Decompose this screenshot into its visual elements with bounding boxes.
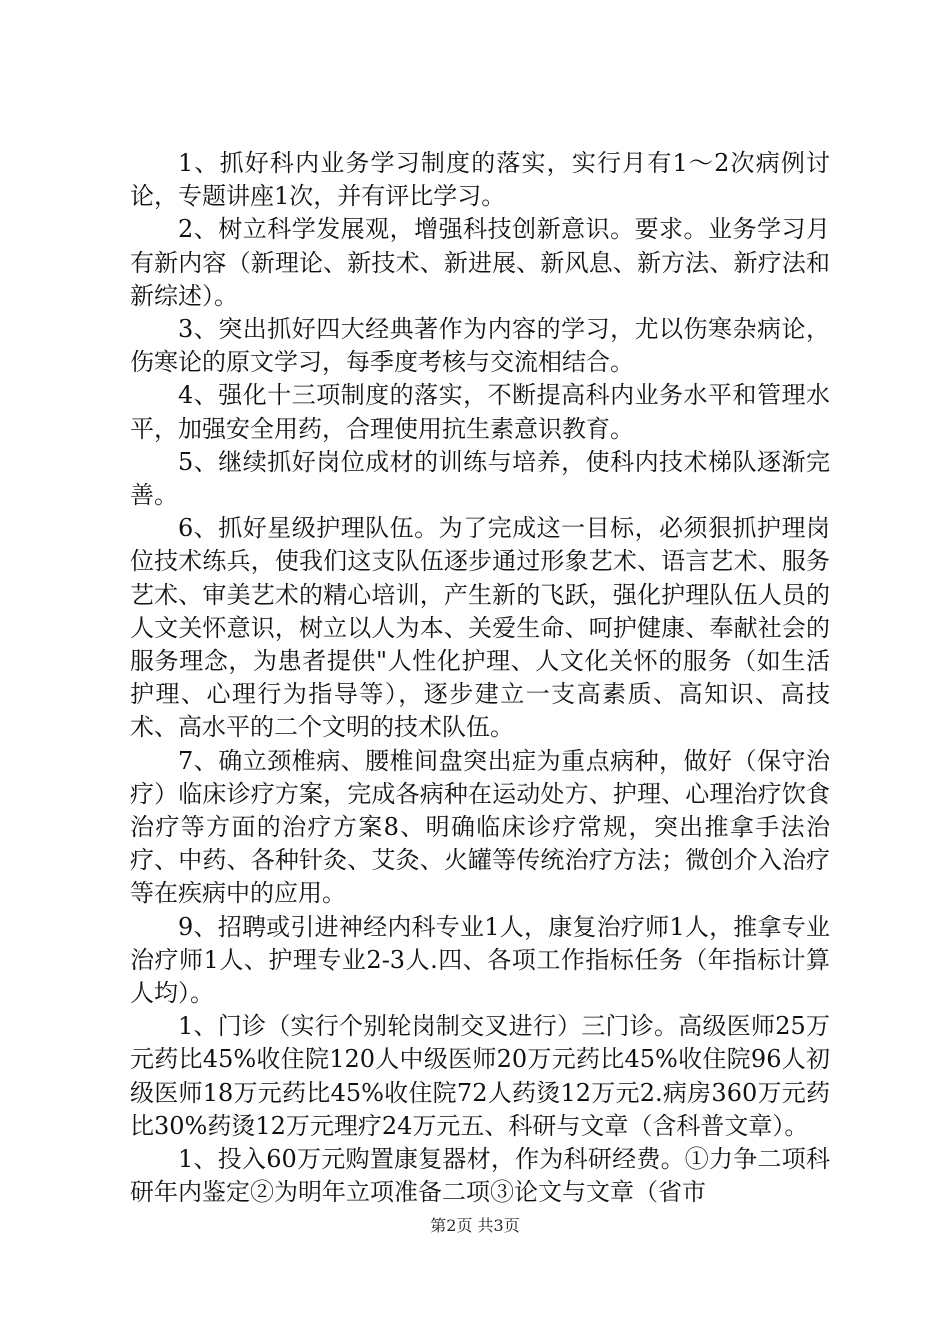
page-footer: 第2页 共3页 <box>430 1216 520 1235</box>
paragraph-7: 7、确立颈椎病、腰椎间盘突出症为重点病种，做好（保守治疗）临床诊疗方案，完成各病种在运动处方、护理、心理治疗饮食治疗等方面的治疗方案8、明确临床诊疗常规，突出推拿手法治疗、中药、各种针灸、艾灸、火罐等传统治疗方法；微创介入治疗等在疾病中的应用。 <box>130 746 830 908</box>
paragraph-10: 1、投入60万元购置康复器材，作为科研经费。①力争二项科研年内鉴定②为明年立项准备二项③论文与文章（省市 <box>130 1145 830 1207</box>
paragraph-2: 2、树立科学发展观，增强科技创新意识。要求。业务学习月有新内容（新理论、新技术、新进展、新风息、新方法、新疗法和新综述）。 <box>130 215 830 310</box>
paragraph-1: 1、抓好科内业务学习制度的落实，实行月有1～2次病例讨论，专题讲座1次，并有评比学习。 <box>130 149 830 211</box>
paragraph-3: 3、突出抓好四大经典著作为内容的学习，尤以伤寒杂病论，伤寒论的原文学习，每季度考核与交流相结合。 <box>130 315 830 377</box>
paragraph-6: 6、抓好星级护理队伍。为了完成这一目标，必须狠抓护理岗位技术练兵，使我们这支队伍逐步通过形象艺术、语言艺术、服务艺术、审美艺术的精心培训，产生新的飞跃，强化护理队伍人员的人文关怀意识，树立以人为本、关爱生命、呵护健康、奉献社会的服务理念，为患者提供"人性化护理、人文化关怀的服务（如生活护理、心理行为指导等），逐步建立一支高素质、高知识、高技术、高水平的二个文明的技术队伍。 <box>130 514 830 742</box>
paragraph-5: 5、继续抓好岗位成材的训练与培养，使科内技术梯队逐渐完善。 <box>130 447 830 510</box>
document-body <box>130 147 830 1210</box>
paragraph-4: 4、强化十三项制度的落实，不断提高科内业务水平和管理水平，加强安全用药，合理使用抗生素意识教育。 <box>130 381 830 443</box>
paragraph-8: 9、招聘或引进神经内科专业1人，康复治疗师1人，推拿专业治疗师1人、护理专业2-3人.四、各项工作指标任务（年指标计算人均）。 <box>130 912 830 1008</box>
paragraph-9: 1、门诊（实行个别轮岗制交叉进行）三门诊。高级医师25万元药比45%收住院120人中级医师20万元药比45%收住院96人初级医师18万元药比45%收住院72人药烫12万元2.病房360万元药比30%药烫12万元理疗24万元五、科研与文章（含科普文章）。 <box>130 1012 830 1140</box>
